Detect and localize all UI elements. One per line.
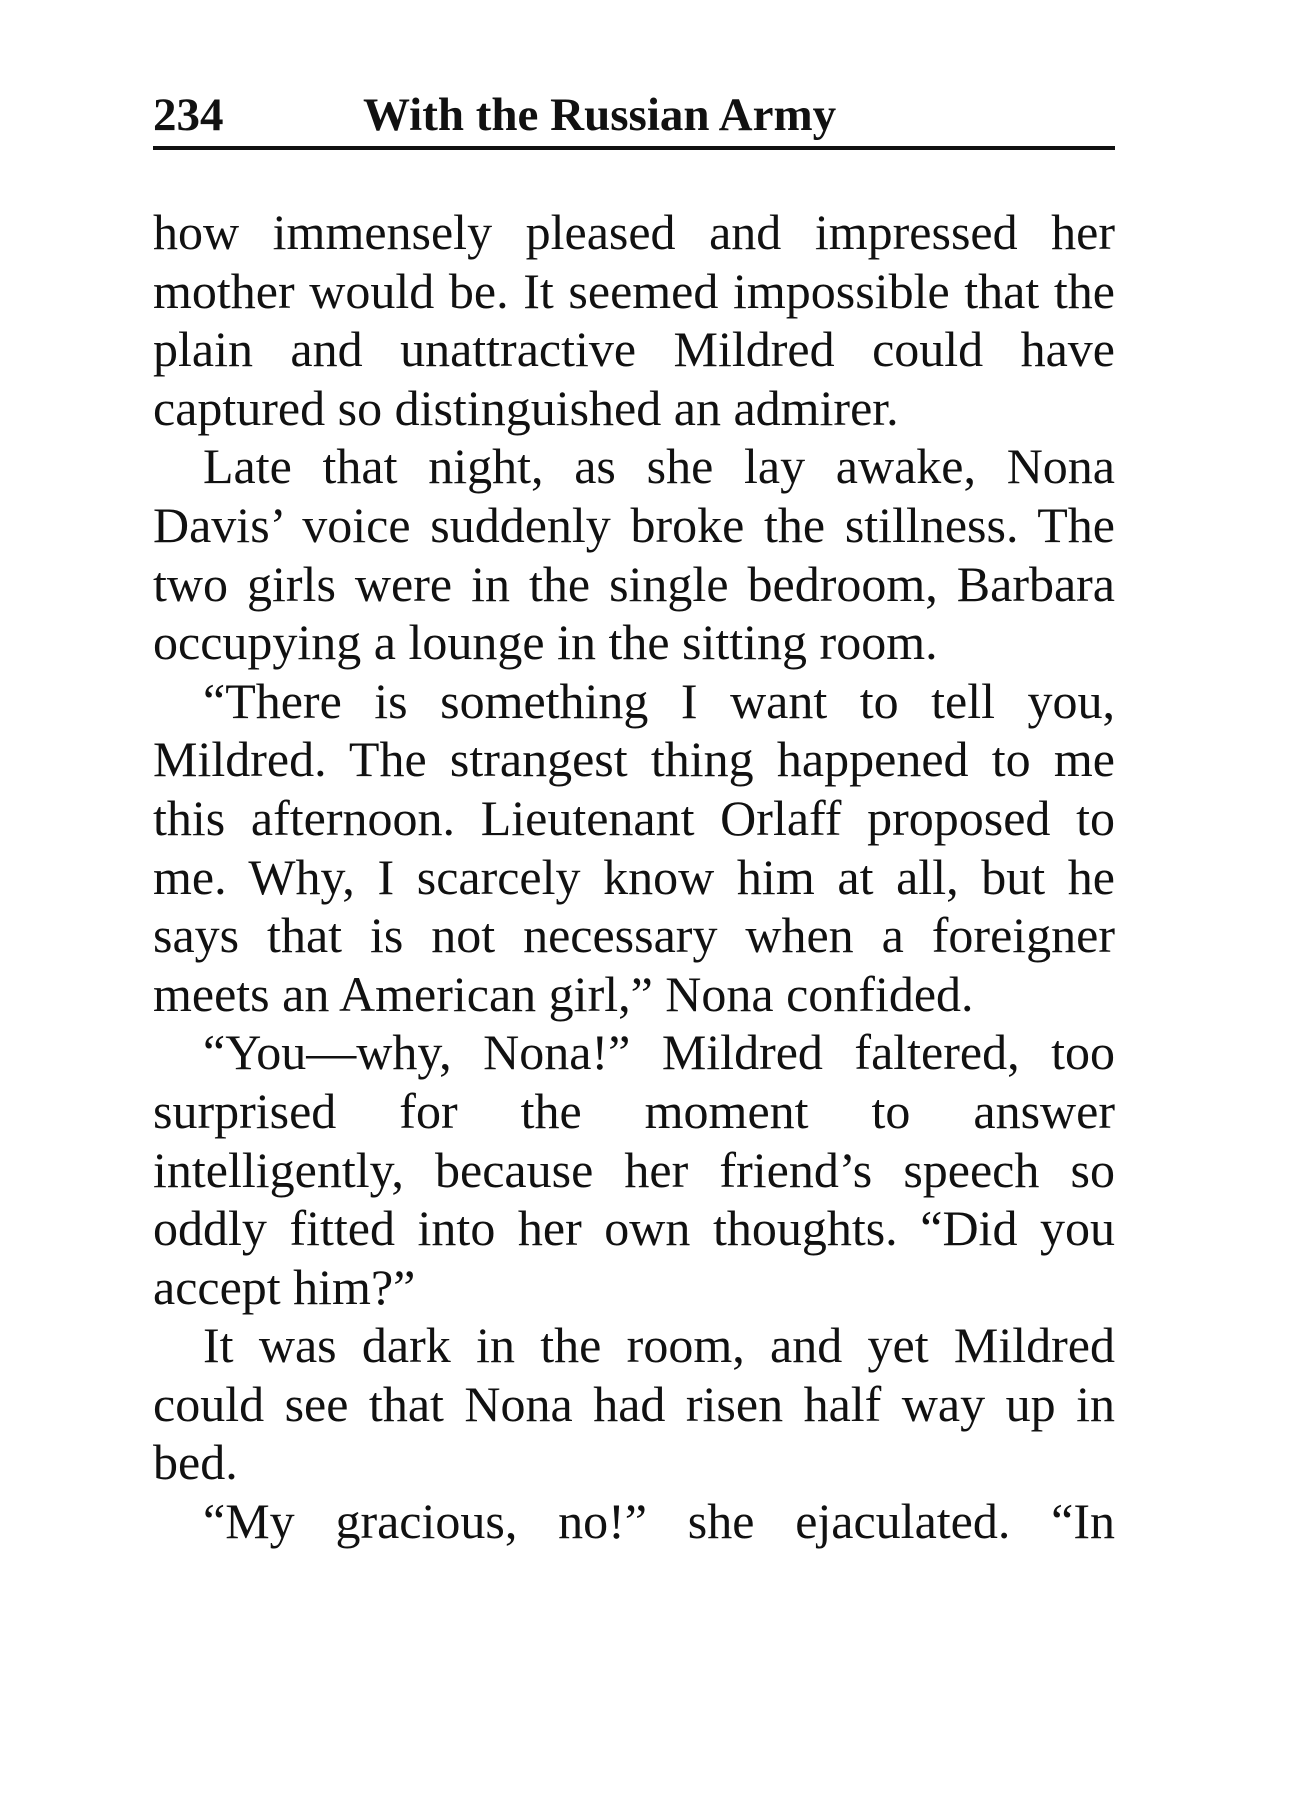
paragraph: “You—why, Nona!” Mildred faltered, too surprised for the moment to answer intelligently, because her friend’s speech so oddly fitted into her own thoughts. “Did you accept him?” xyxy=(153,1024,1115,1315)
running-header xyxy=(153,84,1115,150)
paragraph-continues: “My gracious, no!” she ejaculated. “In xyxy=(203,1493,1115,1550)
paragraph-continuation: how immensely pleased and impressed her mother would be. It seemed impossible that the plain and unattractive Mildred could have captured so distinguished an admirer. xyxy=(153,204,1115,436)
body-text xyxy=(153,203,1115,1551)
page-number: 234 xyxy=(153,89,224,141)
paragraph: “There is something I want to tell you, Mildred. The strangest thing happened to me this afternoon. Lieutenant Orlaff proposed to me. Why, I scarcely know him at all, but he says that is not necessary when a foreigner meets an American girl,” Nona confided. xyxy=(153,672,1115,1022)
paragraph: It was dark in the room, and yet Mildred could see that Nona had risen half way up in bed. xyxy=(153,1317,1115,1491)
running-title: With the Russian Army xyxy=(363,89,837,141)
paragraph: Late that night, as she lay awake, Nona Davis’ voice suddenly broke the stillness. The two girls were in the single bedroom, Barbara occupying a lounge in the sitting room. xyxy=(153,438,1115,671)
